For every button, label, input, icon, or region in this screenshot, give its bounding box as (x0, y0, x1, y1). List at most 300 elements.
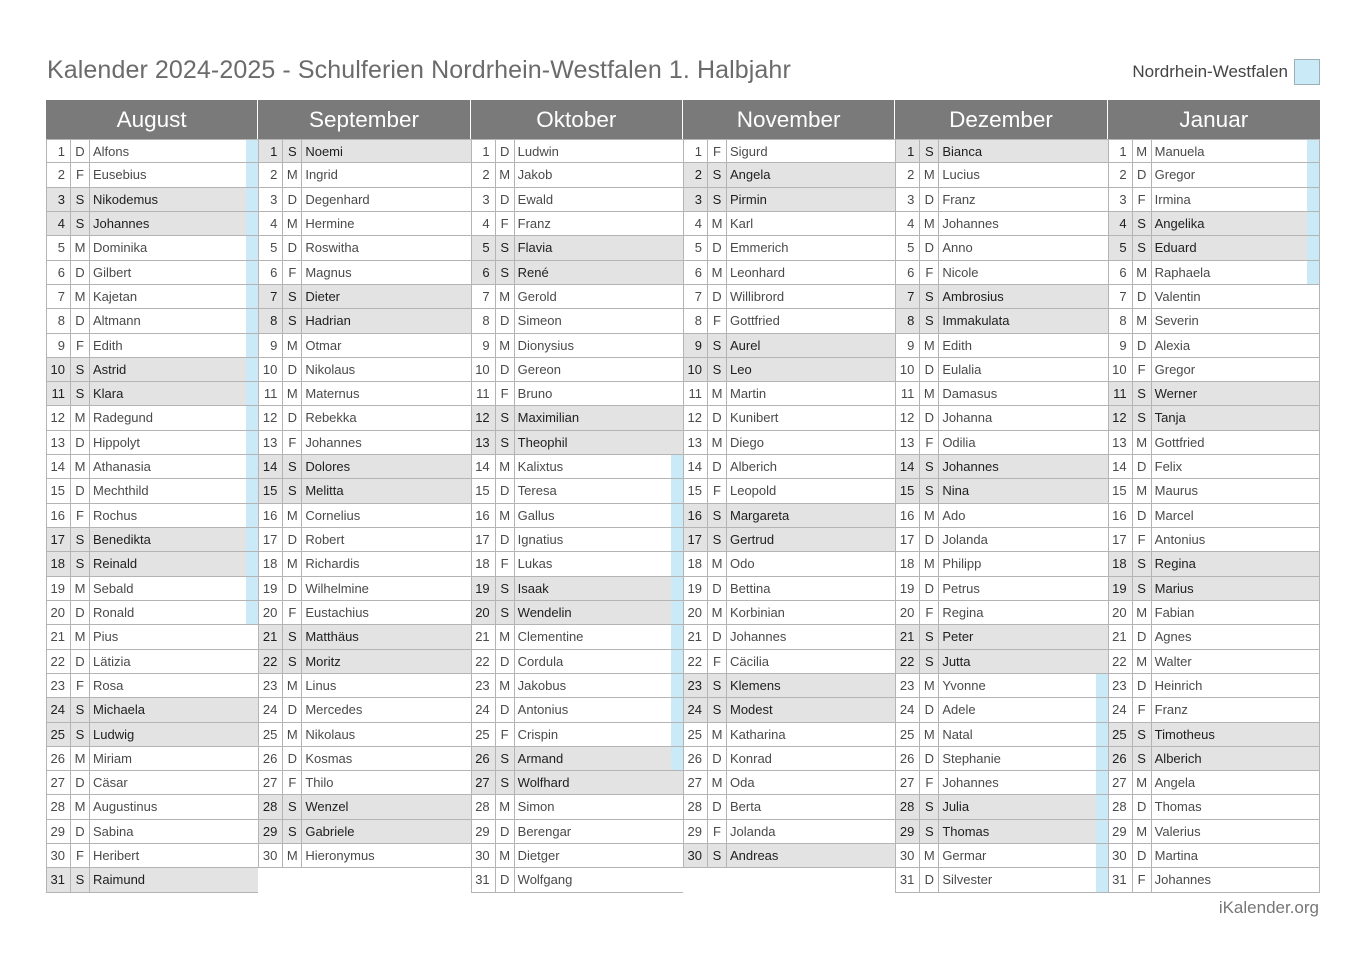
name-day: Dieter (305, 288, 341, 304)
name-day: Dionysius (517, 337, 575, 353)
day-number: 8 (472, 309, 496, 332)
weekday: S (283, 795, 302, 818)
name-day: Ado (942, 507, 966, 523)
holiday-marker (246, 261, 258, 284)
weekday: M (1133, 601, 1152, 624)
name-day: Konrad (729, 750, 772, 766)
weekday: M (283, 844, 302, 867)
holiday-marker (1096, 844, 1108, 867)
name-day: Matthäus (305, 629, 359, 645)
weekday: D (283, 188, 302, 211)
name-day: Jakob (517, 167, 553, 183)
weekday: S (920, 309, 939, 332)
day-number: 11 (684, 382, 708, 405)
day-number: 1 (896, 140, 920, 162)
name-day: Philipp (942, 556, 982, 572)
day-row (258, 504, 470, 528)
day-row (1108, 261, 1320, 285)
name-day: Korbinian (729, 604, 785, 620)
month-header: Oktober (471, 100, 683, 139)
day-row (895, 261, 1107, 285)
weekday: M (920, 504, 939, 527)
name-day: Agnes (1154, 629, 1192, 645)
weekday: M (920, 674, 939, 697)
day-number: 31 (472, 868, 496, 891)
weekday: S (283, 285, 302, 308)
day-row (895, 528, 1107, 552)
holiday-marker (246, 406, 258, 429)
day-number: 6 (1109, 261, 1133, 284)
name-day: Berta (729, 799, 762, 815)
day-number: 9 (259, 334, 283, 357)
day-number: 8 (1109, 309, 1133, 332)
weekday: S (283, 479, 302, 502)
day-number: 20 (684, 601, 708, 624)
holiday-marker (1096, 674, 1108, 697)
weekday: S (920, 625, 939, 648)
day-number: 9 (684, 334, 708, 357)
weekday: F (708, 650, 727, 673)
weekday: D (920, 868, 939, 891)
name-day: Astrid (93, 361, 127, 377)
day-number: 3 (896, 188, 920, 211)
name-day: Ignatius (517, 532, 564, 547)
name-day: Dominika (93, 240, 148, 256)
weekday: M (496, 625, 515, 648)
day-number: 29 (47, 820, 71, 843)
weekday: D (708, 236, 727, 259)
name-day: Alexia (1154, 337, 1191, 353)
weekday: S (283, 625, 302, 648)
weekday: S (708, 844, 727, 867)
weekday: S (708, 674, 727, 697)
day-row (895, 163, 1107, 187)
weekday: M (283, 504, 302, 527)
name-day: Johanna (942, 410, 993, 426)
day-row (683, 455, 895, 479)
day-number: 14 (472, 455, 496, 478)
day-number: 2 (259, 163, 283, 186)
legend-swatch (1294, 59, 1320, 85)
holiday-marker (246, 431, 258, 454)
weekday: M (920, 723, 939, 746)
day-row (1108, 236, 1320, 260)
day-row (1108, 795, 1320, 819)
name-day: Alfons (93, 144, 130, 159)
name-day: Manuela (1154, 144, 1205, 159)
day-row (258, 650, 470, 674)
weekday: D (283, 528, 302, 551)
day-row (895, 382, 1107, 406)
weekday: S (71, 382, 90, 405)
day-number: 12 (684, 406, 708, 429)
day-number: 19 (472, 577, 496, 600)
day-row (258, 406, 470, 430)
day-number: 5 (259, 236, 283, 259)
name-day: Gottfried (1154, 434, 1205, 450)
day-row (258, 212, 470, 236)
name-day: Damasus (942, 386, 998, 402)
day-row (895, 577, 1107, 601)
day-row (46, 261, 258, 285)
day-number: 3 (684, 188, 708, 211)
weekday: S (920, 455, 939, 478)
weekday: M (708, 212, 727, 235)
weekday: D (920, 577, 939, 600)
holiday-marker (246, 358, 258, 381)
holiday-marker (246, 504, 258, 527)
day-number: 4 (1109, 212, 1133, 235)
day-number: 30 (259, 844, 283, 867)
holiday-marker (246, 479, 258, 502)
day-row (258, 455, 470, 479)
weekday: M (71, 795, 90, 818)
weekday: D (496, 358, 515, 381)
name-day: Mercedes (305, 702, 363, 718)
day-number: 28 (1109, 795, 1133, 818)
weekday: S (283, 140, 302, 162)
weekday: S (920, 140, 939, 162)
day-row (1108, 406, 1320, 430)
weekday: D (708, 285, 727, 308)
weekday: M (496, 285, 515, 308)
day-row (683, 723, 895, 747)
holiday-marker (1096, 747, 1108, 770)
day-row (471, 382, 683, 406)
day-number: 26 (47, 747, 71, 770)
name-day: Gregor (1154, 361, 1196, 377)
weekday: S (920, 479, 939, 502)
name-day: Antonius (1154, 532, 1206, 547)
day-row (46, 552, 258, 576)
day-number: 5 (684, 236, 708, 259)
day-row (471, 844, 683, 868)
day-number: 27 (896, 771, 920, 794)
day-row (471, 795, 683, 819)
day-row (471, 650, 683, 674)
weekday: F (71, 674, 90, 697)
name-day: Gregor (1154, 167, 1196, 183)
name-day: Felix (1154, 459, 1183, 475)
day-number: 29 (684, 820, 708, 843)
name-day: Aurel (729, 337, 761, 353)
day-row (46, 188, 258, 212)
day-number: 22 (259, 650, 283, 673)
name-day: Teresa (517, 483, 557, 499)
name-day: Martin (729, 386, 767, 402)
name-day: Margareta (729, 507, 790, 523)
name-day: Moritz (305, 653, 341, 669)
name-day: Irmina (1154, 191, 1191, 207)
day-row (258, 163, 470, 187)
day-row (1108, 188, 1320, 212)
day-number: 27 (1109, 771, 1133, 794)
day-row (1108, 844, 1320, 868)
weekday: F (920, 431, 939, 454)
weekday: D (71, 771, 90, 794)
name-day: Wilhelmine (305, 580, 369, 596)
weekday: F (708, 479, 727, 502)
day-number: 27 (684, 771, 708, 794)
day-row (1108, 650, 1320, 674)
day-number: 13 (1109, 431, 1133, 454)
name-day: René (517, 264, 549, 280)
day-row (471, 528, 683, 552)
day-row (683, 261, 895, 285)
weekday: D (1133, 455, 1152, 478)
day-number: 5 (1109, 236, 1133, 259)
day-number: 6 (47, 261, 71, 284)
name-day: Jolanda (942, 532, 988, 547)
holiday-marker (671, 698, 683, 721)
day-row (46, 747, 258, 771)
legend-label: Nordrhein-Westfalen (1132, 62, 1288, 81)
day-number: 14 (259, 455, 283, 478)
name-day: Wendelin (517, 604, 572, 620)
day-row (1108, 285, 1320, 309)
name-day: Ludwig (93, 726, 135, 742)
month-header: August (46, 100, 258, 139)
name-day: Cäsar (93, 775, 128, 791)
day-row (258, 795, 470, 819)
weekday: F (920, 601, 939, 624)
day-row (258, 334, 470, 358)
day-number: 18 (259, 552, 283, 575)
weekday: F (920, 771, 939, 794)
day-row (683, 625, 895, 649)
day-number: 4 (684, 212, 708, 235)
name-day: Leonhard (729, 264, 785, 280)
weekday: F (708, 309, 727, 332)
weekday: F (496, 723, 515, 746)
weekday: M (496, 795, 515, 818)
holiday-marker (671, 528, 683, 551)
day-row (895, 771, 1107, 795)
day-number: 10 (472, 358, 496, 381)
name-day: Kunibert (729, 410, 779, 426)
day-number: 30 (684, 844, 708, 867)
day-row (1108, 504, 1320, 528)
day-number: 1 (1109, 140, 1133, 162)
name-day: Benedikta (93, 532, 151, 547)
day-number: 10 (896, 358, 920, 381)
weekday: S (708, 334, 727, 357)
name-day: Dolores (305, 459, 351, 475)
name-day: Valentin (1154, 288, 1201, 304)
weekday: D (1133, 504, 1152, 527)
day-number: 25 (259, 723, 283, 746)
weekday: M (920, 844, 939, 867)
day-row (895, 479, 1107, 503)
day-row (258, 188, 470, 212)
weekday: M (1133, 309, 1152, 332)
day-row (683, 674, 895, 698)
weekday: S (71, 358, 90, 381)
day-row (1108, 528, 1320, 552)
name-day: Roswitha (305, 240, 359, 256)
day-row (46, 601, 258, 625)
day-row (683, 504, 895, 528)
name-day: Simeon (517, 313, 562, 329)
name-day: Ewald (517, 191, 554, 207)
weekday: D (71, 601, 90, 624)
weekday: M (71, 406, 90, 429)
holiday-marker (246, 552, 258, 575)
day-number: 21 (896, 625, 920, 648)
weekday: D (71, 309, 90, 332)
day-row (895, 747, 1107, 771)
weekday: M (708, 601, 727, 624)
day-number: 8 (896, 309, 920, 332)
name-day: Eusebius (93, 167, 147, 183)
name-day: Sigurd (729, 144, 768, 159)
name-day: Angelika (1154, 215, 1205, 231)
day-row (683, 431, 895, 455)
day-row (471, 723, 683, 747)
day-number: 11 (1109, 382, 1133, 405)
weekday: D (920, 358, 939, 381)
name-day: Silvester (942, 872, 993, 888)
weekday: M (920, 163, 939, 186)
name-day: Johannes (729, 629, 787, 645)
name-day: Germar (942, 848, 987, 864)
day-number: 12 (1109, 406, 1133, 429)
weekday: S (496, 747, 515, 770)
name-day: Wolfhard (517, 775, 570, 791)
day-number: 22 (684, 650, 708, 673)
weekday: S (1133, 382, 1152, 405)
name-day: Rochus (93, 507, 138, 523)
holiday-marker (246, 140, 258, 162)
weekday: D (708, 747, 727, 770)
weekday: M (1133, 431, 1152, 454)
day-number: 7 (896, 285, 920, 308)
weekday: D (496, 698, 515, 721)
name-day: Gilbert (93, 264, 132, 280)
name-day: Magnus (305, 264, 352, 280)
name-day: Johannes (942, 215, 999, 231)
day-row (471, 820, 683, 844)
day-row (258, 625, 470, 649)
day-row (1108, 820, 1320, 844)
holiday-marker (1096, 868, 1108, 891)
day-row (895, 698, 1107, 722)
day-row (258, 844, 470, 868)
day-number: 28 (472, 795, 496, 818)
day-row (1108, 577, 1320, 601)
day-row (46, 820, 258, 844)
day-number: 6 (472, 261, 496, 284)
name-day: Peter (942, 629, 974, 645)
weekday: S (1133, 747, 1152, 770)
name-day: Klemens (729, 677, 781, 693)
name-day: Simon (517, 799, 555, 815)
day-number: 7 (472, 285, 496, 308)
name-day: Maurus (1154, 483, 1198, 499)
weekday: F (708, 820, 727, 843)
day-number: 1 (684, 140, 708, 162)
day-number: 30 (1109, 844, 1133, 867)
day-number: 13 (259, 431, 283, 454)
day-number: 25 (47, 723, 71, 746)
day-number: 13 (472, 431, 496, 454)
weekday: F (71, 504, 90, 527)
day-row (895, 285, 1107, 309)
weekday: M (920, 334, 939, 357)
day-number: 4 (896, 212, 920, 235)
day-number: 29 (896, 820, 920, 843)
day-row (46, 625, 258, 649)
name-day: Odilia (942, 434, 976, 450)
day-number: 5 (896, 236, 920, 259)
name-day: Cornelius (305, 507, 361, 523)
day-row (471, 868, 683, 892)
day-row (683, 382, 895, 406)
day-number: 10 (1109, 358, 1133, 381)
name-day: Anno (942, 240, 973, 256)
day-row (471, 358, 683, 382)
weekday: S (283, 820, 302, 843)
day-row (683, 188, 895, 212)
day-number: 21 (1109, 625, 1133, 648)
day-row (683, 236, 895, 260)
weekday: D (71, 140, 90, 162)
day-row (46, 334, 258, 358)
day-row (46, 358, 258, 382)
day-row (46, 528, 258, 552)
day-row (1108, 334, 1320, 358)
page-title: Kalender 2024-2025 - Schulferien Nordrhein-Westfalen 1. Halbjahr (47, 56, 791, 84)
name-day: Tanja (1154, 410, 1186, 426)
day-number: 12 (47, 406, 71, 429)
day-number: 31 (1109, 868, 1133, 891)
holiday-marker (1096, 820, 1108, 843)
weekday: F (1133, 868, 1152, 891)
day-row (1108, 771, 1320, 795)
day-number: 20 (259, 601, 283, 624)
day-row (46, 455, 258, 479)
name-day: Maternus (305, 386, 360, 402)
day-row (683, 139, 895, 163)
day-row (895, 431, 1107, 455)
day-row (46, 504, 258, 528)
day-number: 13 (684, 431, 708, 454)
day-number: 26 (896, 747, 920, 770)
name-day: Ludwin (517, 144, 559, 159)
name-day: Julia (942, 799, 970, 815)
month-header: November (683, 100, 895, 139)
name-day: Yvonne (942, 677, 986, 693)
day-row (683, 285, 895, 309)
weekday: D (920, 406, 939, 429)
day-number: 6 (259, 261, 283, 284)
holiday-marker (1307, 163, 1319, 186)
weekday: S (496, 406, 515, 429)
day-row (895, 309, 1107, 333)
name-day: Katharina (729, 726, 786, 742)
name-day: Franz (942, 191, 976, 207)
day-number: 11 (896, 382, 920, 405)
day-row (258, 528, 470, 552)
day-number: 16 (1109, 504, 1133, 527)
name-day: Berengar (517, 823, 572, 839)
holiday-marker (246, 382, 258, 405)
day-row (46, 431, 258, 455)
day-row (683, 552, 895, 576)
weekday: M (283, 674, 302, 697)
weekday: S (283, 650, 302, 673)
weekday: F (283, 601, 302, 624)
